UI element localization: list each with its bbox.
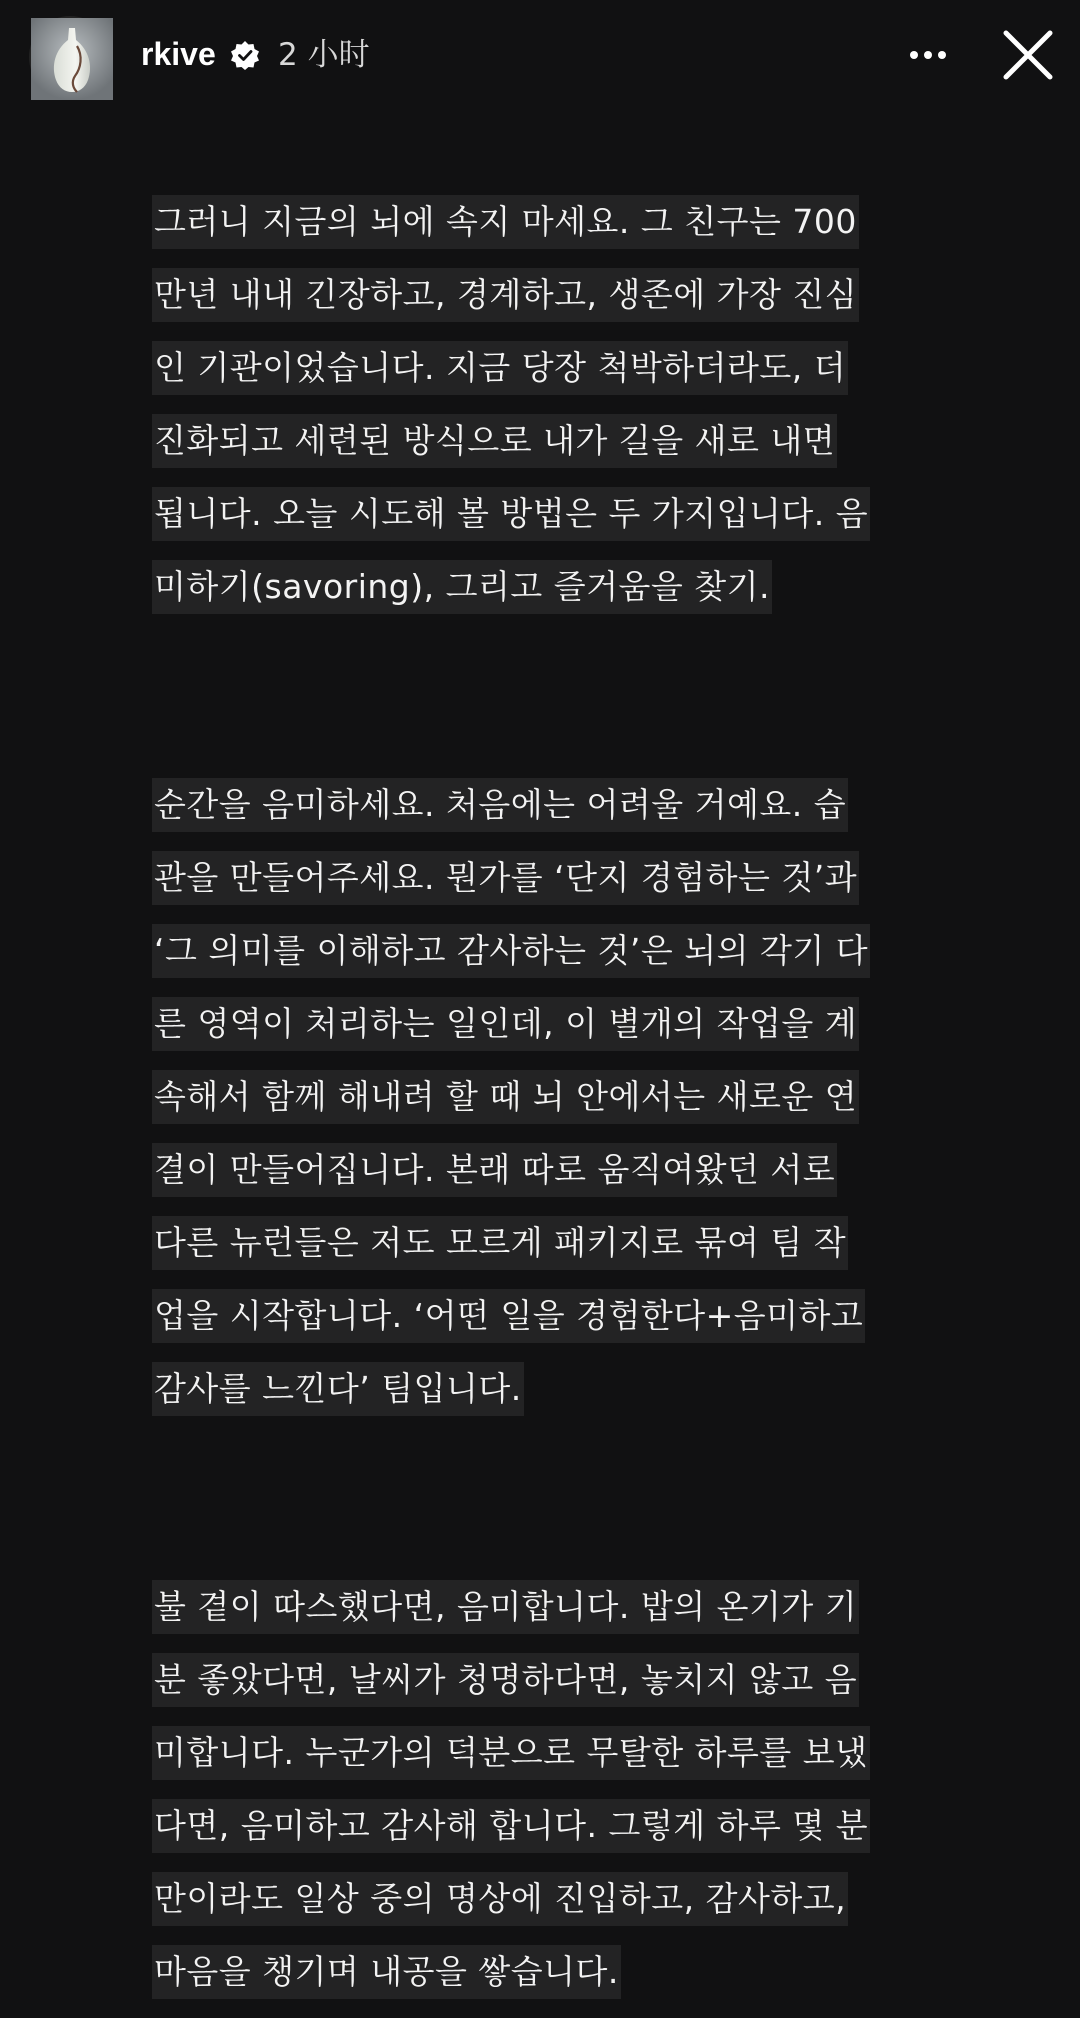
username[interactable]: rkive (141, 36, 216, 72)
text-line: 만이라도 일상 중의 명상에 진입하고, 감사하고, (152, 1872, 922, 1945)
verified-badge-icon (230, 40, 260, 70)
close-icon[interactable] (1002, 29, 1054, 81)
paragraph (152, 1580, 922, 2018)
text-line: 분 좋았다면, 날씨가 청명하다면, 놓치지 않고 음 (152, 1653, 922, 1726)
text-line: 마음을 챙기며 내공을 쌓습니다. (152, 1945, 922, 2018)
text-line: 됩니다. 오늘 시도해 볼 방법은 두 가지입니다. 음 (152, 487, 922, 560)
avatar[interactable] (29, 16, 111, 98)
story-header (0, 0, 1080, 120)
text-line: 그러니 지금의 뇌에 속지 마세요. 그 친구는 700 (152, 195, 922, 268)
text-line: 관을 만들어주세요. 뭔가를 ‘단지 경험하는 것’과 (152, 851, 922, 924)
more-horizontal-icon[interactable] (906, 40, 950, 70)
text-line: 다른 뉴런들은 저도 모르게 패키지로 묶여 팀 작 (152, 1216, 922, 1289)
text-line: ‘그 의미를 이해하고 감사하는 것’은 뇌의 각기 다 (152, 924, 922, 997)
paragraph (152, 195, 922, 633)
paragraph-spacer (152, 633, 922, 778)
text-line: 불 곁이 따스했다면, 음미합니다. 밥의 온기가 기 (152, 1580, 922, 1653)
text-line: 진화되고 세련된 방식으로 내가 길을 새로 내면 (152, 414, 922, 487)
text-line: 인 기관이었습니다. 지금 당장 척박하더라도, 더 (152, 341, 922, 414)
text-line: 미합니다. 누군가의 덕분으로 무탈한 하루를 보냈 (152, 1726, 922, 1799)
text-line: 순간을 음미하세요. 처음에는 어려울 거예요. 습 (152, 778, 922, 851)
paragraph-spacer (152, 1435, 922, 1580)
text-line: 감사를 느낀다’ 팀입니다. (152, 1362, 922, 1435)
text-line: 속해서 함께 해내려 할 때 뇌 안에서는 새로운 연 (152, 1070, 922, 1143)
text-line: 업을 시작합니다. ‘어떤 일을 경험한다+음미하고 (152, 1289, 922, 1362)
text-line: 른 영역이 처리하는 일인데, 이 별개의 작업을 계 (152, 997, 922, 1070)
text-line: 다면, 음미하고 감사해 합니다. 그렇게 하루 몇 분 (152, 1799, 922, 1872)
paragraph (152, 778, 922, 1435)
story-text-content (152, 195, 922, 2018)
post-time: 2 小时 (278, 37, 370, 73)
avatar-vase-image (31, 18, 113, 100)
text-line: 만년 내내 긴장하고, 경계하고, 생존에 가장 진심 (152, 268, 922, 341)
text-line: 결이 만들어집니다. 본래 따로 움직여왔던 서로 (152, 1143, 922, 1216)
text-line: 미하기(savoring), 그리고 즐거움을 찾기. (152, 560, 922, 633)
